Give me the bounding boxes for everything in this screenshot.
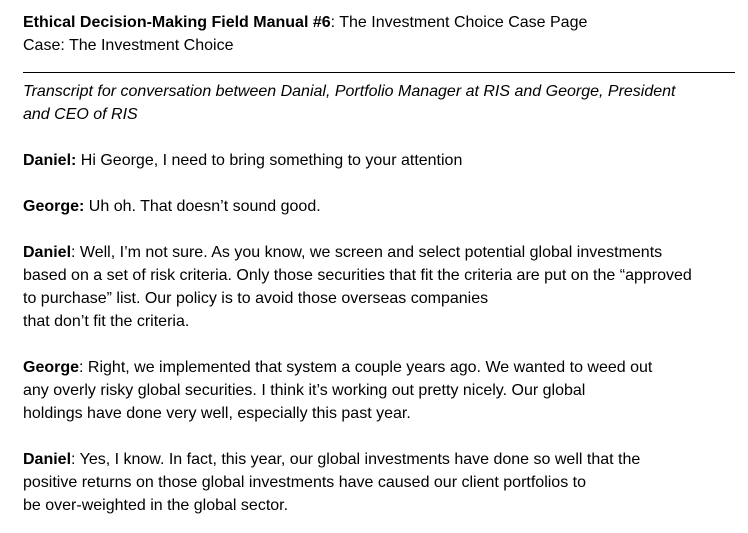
dialogue-text: Hi George, I need to bring something to your attention [76, 152, 463, 169]
horizontal-rule [23, 57, 735, 80]
speaker-name: George: [23, 198, 85, 215]
dialogue-text: : Right, we implemented that system a couple years ago. We wanted to weed out [79, 359, 653, 376]
speaker-name: George [23, 359, 80, 376]
dialogue-turn-5 [23, 448, 735, 517]
dialogue-turn-4 [23, 356, 735, 425]
dialogue-turn-1 [23, 149, 735, 172]
speaker-name: Daniel [23, 451, 72, 468]
dialogue-text: any overly risky global securities. I think it’s working out pretty nicely. Our global [23, 382, 586, 399]
speaker-name: Daniel [23, 244, 72, 261]
dialogue-text: be over-weighted in the global sector. [23, 497, 289, 514]
manual-title [23, 11, 735, 34]
dialogue-text: based on a set of risk criteria. Only those securities that fit the criteria are put on the “approved [23, 267, 692, 284]
dialogue-text: : Yes, I know. In fact, this year, our global investments have done so well that the [71, 451, 641, 468]
manual-title-rest: : The Investment Choice Case Page [330, 14, 588, 31]
document [23, 11, 735, 517]
dialogue-text: that don’t fit the criteria. [23, 313, 190, 330]
dialogue-text: : Well, I’m not sure. As you know, we screen and select potential global investments [71, 244, 663, 261]
speaker-name: Daniel: [23, 152, 77, 169]
dialogue-turn-2 [23, 195, 735, 218]
case-line: Case: The Investment Choice [23, 37, 234, 54]
manual-title-bold: Ethical Decision-Making Field Manual #6 [23, 14, 331, 31]
transcript-intro-line-2: and CEO of RIS [23, 106, 138, 123]
dialogue-text: holdings have done very well, especially this past year. [23, 405, 411, 422]
dialogue-text: positive returns on those global investments have caused our client portfolios to [23, 474, 586, 491]
dialogue-turn-3 [23, 241, 735, 333]
dialogue-text: to purchase” list. Our policy is to avoid those overseas companies [23, 290, 489, 307]
dialogue-text: Uh oh. That doesn’t sound good. [84, 198, 321, 215]
transcript-intro-line-1: Transcript for conversation between Danial, Portfolio Manager at RIS and George, President [23, 83, 676, 100]
